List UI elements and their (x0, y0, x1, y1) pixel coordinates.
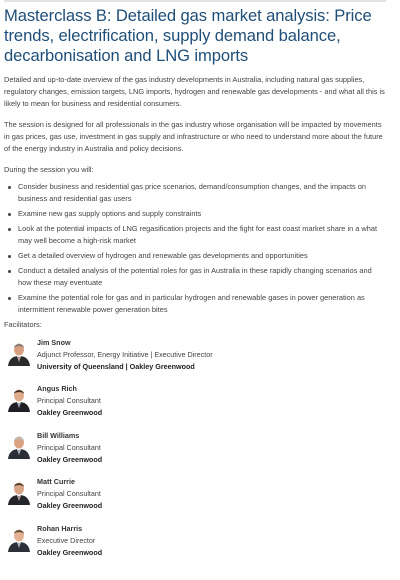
list-item: Look at the potential impacts of LNG regasification projects and the fight for east coast market share in a what may well become a high-risk market (14, 223, 386, 247)
facilitator-card (4, 383, 386, 429)
facilitator-card (4, 476, 386, 522)
avatar (6, 526, 32, 552)
facilitator-card (4, 430, 386, 476)
avatar (6, 433, 32, 459)
session-intro: During the session you will: (4, 165, 94, 174)
facilitator-details (37, 523, 102, 559)
facilitator-name: Matt Currie (37, 477, 75, 487)
list-item: Conduct a detailed analysis of the potential roles for gas in Australia in these rapidly changing scenarios and how these may eventuate (14, 265, 386, 289)
facilitator-details (37, 476, 102, 512)
facilitator-organisation: University of Queensland | Oakley Greenwood (37, 362, 195, 371)
avatar (6, 340, 32, 366)
facilitator-role: Adjunct Professor, Energy Initiative | Executive Director (37, 350, 213, 359)
facilitator-card (4, 337, 386, 383)
list-item: Examine the potential role for gas and in particular hydrogen and renewable gases in power generation as intermittent renewable power generation bites (14, 292, 386, 316)
facilitator-name: Angus Rich (37, 384, 77, 394)
avatar (6, 386, 32, 412)
facilitator-name: Bill Williams (37, 430, 80, 440)
intro-paragraph: Detailed and up-to-date overview of the gas industry developments in Australia, including natural gas supplies, regulatory changes, emission targets, LNG imports, hydrogen and renewable gas developments - and what all this is likely to mean for business and residential consumers. (4, 75, 385, 108)
list-item: Get a detailed overview of hydrogen and renewable gas developments and opportunities (14, 250, 386, 262)
facilitator-name: Jim Snow (37, 338, 71, 347)
facilitators-heading: Facilitators: (4, 320, 42, 329)
facilitator-organisation: Oakley Greenwood (37, 454, 103, 464)
top-divider (4, 0, 386, 2)
list-item: Examine new gas supply options and supply constraints (14, 208, 386, 220)
facilitator-organisation: Oakley Greenwood (37, 501, 103, 511)
facilitator-details (37, 337, 213, 373)
facilitator-details (37, 430, 102, 466)
facilitator-role: Principal Consultant (37, 396, 101, 406)
facilitator-details (37, 383, 102, 419)
facilitator-organisation: Oakley Greenwood (37, 408, 103, 418)
facilitator-name: Rohan Harris (37, 523, 83, 533)
facilitator-role: Executive Director (37, 535, 96, 545)
page-title: Masterclass B: Detailed gas market analysis: Price trends, electrification, supply demand balance, decarbonisation and LNG imports (4, 6, 372, 65)
facilitator-role: Principal Consultant (37, 442, 101, 452)
avatar (6, 479, 32, 505)
session-outcomes-list (4, 181, 386, 316)
list-item: Consider business and residential gas price scenarios, demand/consumption changes, and the impacts on business and residential gas users (14, 181, 386, 205)
audience-paragraph: The session is designed for all professionals in the gas industry whose organisation will be impacted by movements in gas prices, gas use, investment in gas supply and infrastructure or who need to understand more about the future of the energy industry in Australia and policy decisions. (4, 120, 383, 153)
facilitator-organisation: Oakley Greenwood (37, 547, 103, 557)
facilitator-card (4, 523, 386, 569)
facilitator-role: Principal Consultant (37, 489, 101, 499)
